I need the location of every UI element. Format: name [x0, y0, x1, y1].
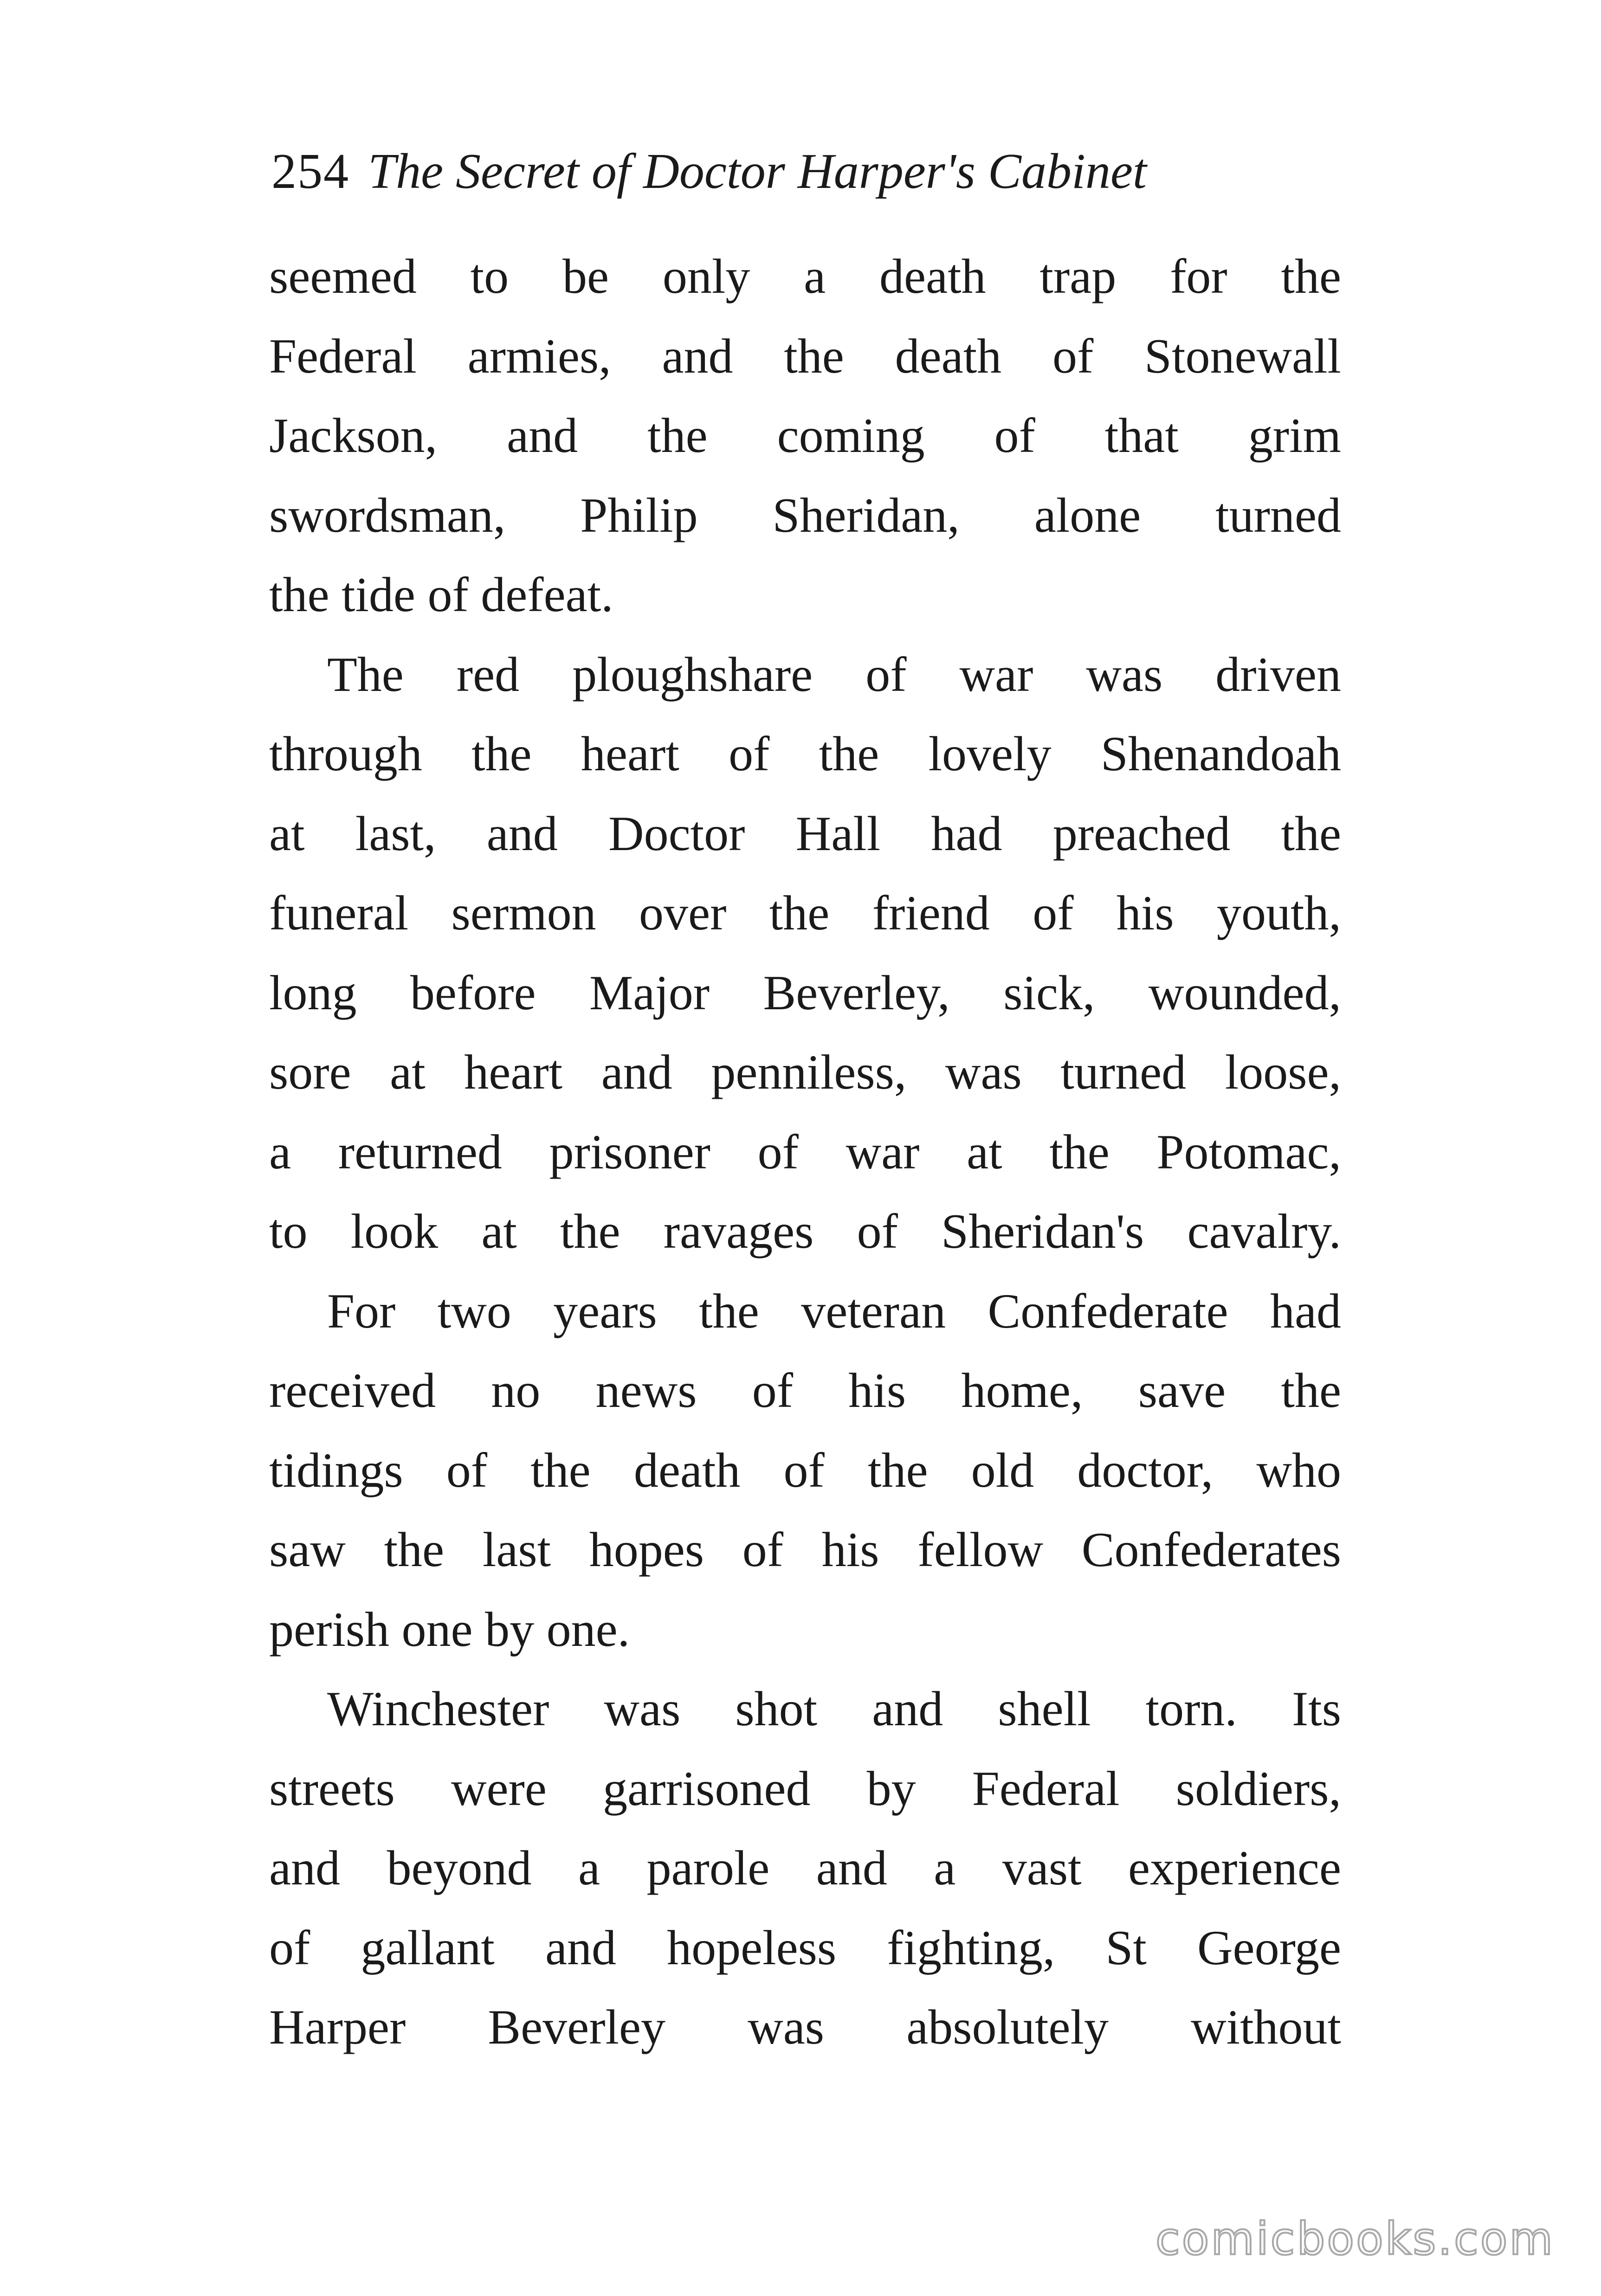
- text-line: perish one by one.: [269, 1602, 630, 1657]
- text-line: received no news of his home, save the: [269, 1363, 1341, 1418]
- text-line: Winchester was shot and shell torn. Its: [327, 1682, 1341, 1736]
- page-number: 254: [271, 144, 349, 199]
- text-line: funeral sermon over the friend of his youth,: [269, 886, 1341, 940]
- body-text: [269, 237, 1341, 2067]
- text-line: Jackson, and the coming of that grim: [269, 408, 1341, 463]
- text-line: to look at the ravages of Sheridan's cavalry.: [269, 1204, 1341, 1258]
- text-line: swordsman, Philip Sheridan, alone turned: [269, 488, 1341, 542]
- running-head: [271, 135, 1339, 209]
- text-line: long before Major Beverley, sick, wounded,: [269, 965, 1341, 1020]
- text-line: sore at heart and penniless, was turned loose,: [269, 1045, 1341, 1099]
- text-line: Harper Beverley was absolutely without: [269, 2000, 1341, 2054]
- site-watermark: comicbooks.com: [1155, 2213, 1555, 2265]
- text-line: seemed to be only a death trap for the: [269, 249, 1341, 303]
- text-line: of gallant and hopeless fighting, St George: [269, 1920, 1341, 1975]
- text-line: For two years the veteran Confederate had: [327, 1283, 1341, 1338]
- text-line: tidings of the death of the old doctor, who: [269, 1443, 1341, 1497]
- running-title: The Secret of Doctor Harper's Cabinet: [368, 144, 1147, 199]
- text-line: and beyond a parole and a vast experience: [269, 1841, 1341, 1895]
- text-line: The red ploughshare of war was driven: [327, 647, 1341, 702]
- text-line: through the heart of the lovely Shenandoah: [269, 727, 1341, 781]
- text-line: Federal armies, and the death of Stonewall: [269, 329, 1341, 383]
- text-line: at last, and Doctor Hall had preached the: [269, 806, 1341, 861]
- text-line: a returned prisoner of war at the Potomac,: [269, 1124, 1341, 1179]
- text-line: saw the last hopes of his fellow Confederates: [269, 1522, 1341, 1577]
- text-line: the tide of defeat.: [269, 568, 613, 622]
- text-line: streets were garrisoned by Federal soldiers,: [269, 1761, 1341, 1816]
